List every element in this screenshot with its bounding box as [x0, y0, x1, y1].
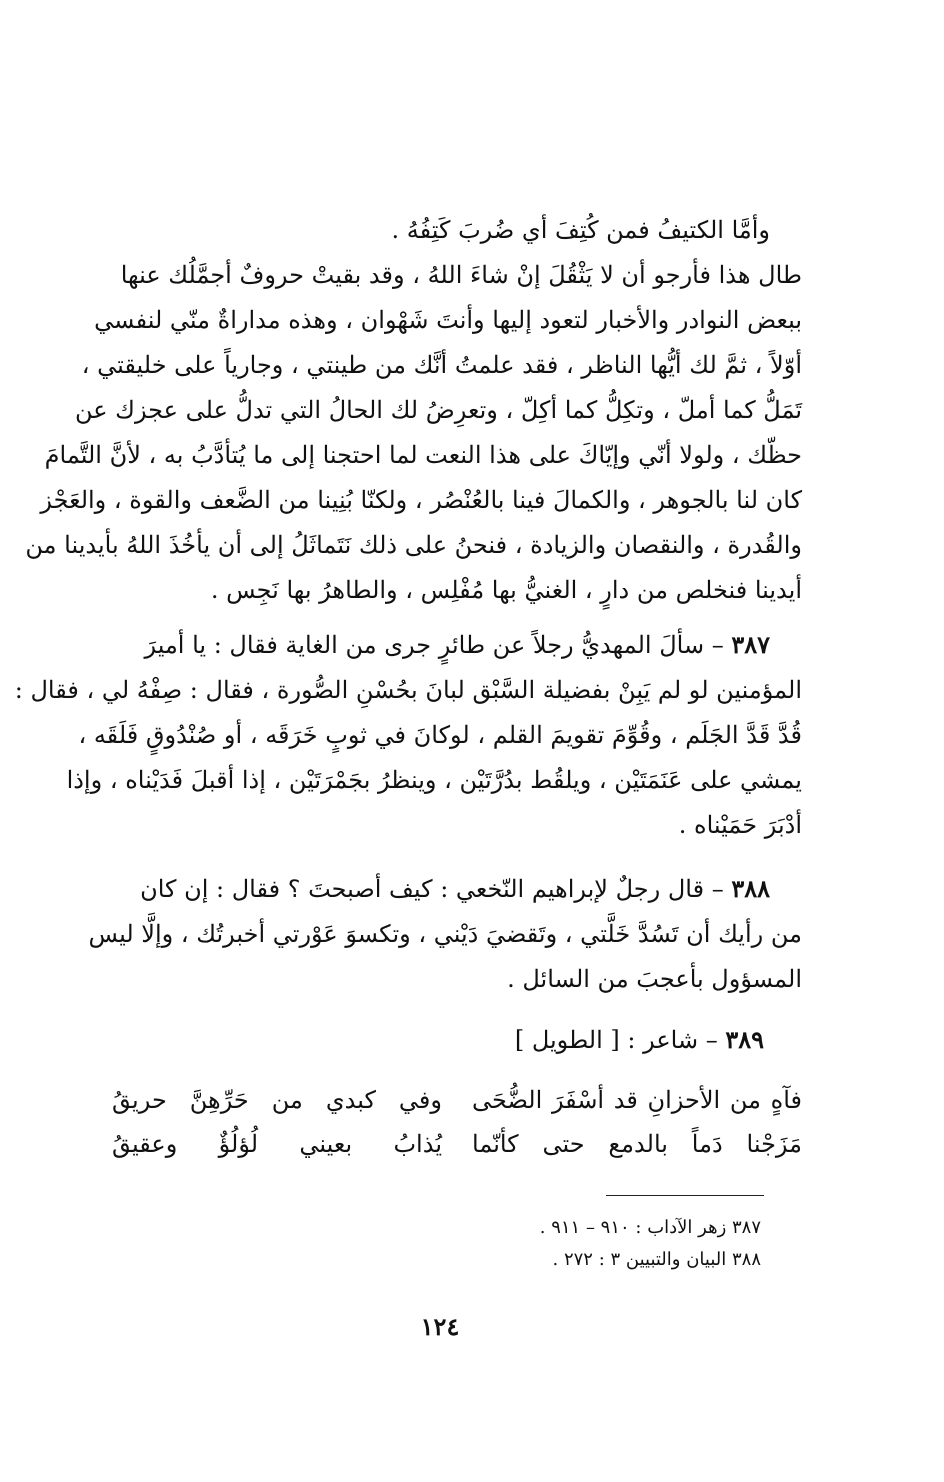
- footnote-separator: [606, 1195, 764, 1196]
- poem-verse: [112, 1122, 802, 1166]
- text-line: [112, 622, 802, 668]
- poem: [112, 1078, 802, 1166]
- footnote: ٣٨٨ البيان والتبيين ٣ : ٢٧٢ .: [552, 1249, 761, 1270]
- poem-verse: [112, 1078, 802, 1122]
- poem-first-hemistich: مَزَجْنا دَماً بالدمع حتى كأنّما: [472, 1130, 802, 1158]
- paragraph-387: [14, 622, 802, 848]
- text-line: تَمَلُّ كما أملّ ، وتكِلُّ كما أكِلّ ، وتعرِضُ لك الحالُ التي تدلُّ على عجزك عن: [74, 396, 802, 424]
- entry-text: – شاعر : [ الطويل ]: [514, 1026, 726, 1054]
- text-line: كان لنا بالجوهر ، والكمالَ فينا بالعُنْصُر ، ولكنّا بُنِينا من الضَّعف والقوة ، والعَجْز: [40, 486, 802, 514]
- text-line: والقُدرة ، والنقصان والزيادة ، فنحنُ على ذلك نَتَماثَلُ إلى أن يأخُذَ اللهُ بأيدينا من: [25, 531, 802, 559]
- text-line: قُدَّ قَدَّ الجَلَم ، وقُوِّمَ تقويمَ القلم ، لوكانَ في ثوبٍ خَرَقَه ، أو صُنْدُوقٍ فَلَقَه ،: [78, 721, 802, 749]
- poem-first-hemistich: فآهٍ من الأحزانِ قد أسْفَرَ الضُّحَى: [472, 1086, 802, 1114]
- entry-number: ٣٨٨: [731, 874, 770, 903]
- text-line: أوّلاً ، ثمَّ لك أيُّها الناظر ، فقد علمتُ أنَّك من طينتي ، وجارياً على خليقتي ،: [81, 351, 802, 379]
- poem-second-hemistich: وفي كبدي من حَرِّهِنَّ حريقُ: [112, 1086, 442, 1114]
- entry-number: ٣٨٩: [725, 1025, 764, 1054]
- footnote: ٣٨٧ زهر الآداب : ٩١٠ – ٩١١ .: [539, 1217, 761, 1238]
- poem-second-hemistich: يُذابُ بعيني لُؤلُؤٌ وعقيقُ: [112, 1130, 442, 1158]
- entry-text: – سألَ المهديُّ رجلاً عن طائرٍ جرى من الغاية فقال : يا أميرَ: [144, 631, 732, 659]
- text-line: من رأيك أن تَسُدَّ خَلَّتي ، وتَقضيَ دَيْني ، وتكسوَ عَوْرتي أخبرتُك ، وإلَّا ليس: [88, 920, 802, 948]
- paragraph-continuation: [25, 208, 802, 613]
- text-line: [112, 866, 802, 912]
- text-line: وأمَّا الكتيفُ فمن كُتِفَ أي ضُربَ كَتِفُهُ .: [391, 216, 770, 244]
- text-line: أيدينا فنخلص من دارٍ ، الغنيُّ بها مُفْلِس ، والطاهرُ بها نَجِس .: [210, 576, 802, 604]
- entry-number: ٣٨٧: [731, 630, 770, 659]
- text-line: المؤمنين لو لم يَبِنْ بفضيلة السَّبْق لبانَ بحُسْنِ الصُّورة ، فقال : صِفْهُ لي ، فقال :: [14, 676, 802, 704]
- text-line: أدْبَرَ حَمَيْناه .: [678, 811, 802, 839]
- footnotes: [540, 1212, 761, 1276]
- text-line: المسؤول بأعجبَ من السائل .: [507, 965, 802, 993]
- entry-389-heading: [515, 1020, 764, 1060]
- text-line: طال هذا فأرجو أن لا يَثْقُلَ إنْ شاءَ اللهُ ، وقد بقيتْ حروفٌ أجمَّلُك عنها: [120, 261, 802, 289]
- text-line: يمشي على عَنَمَتَيْن ، ويلقُط بدُرَّتَيْن ، وينظرُ بجَمْرَتَيْن ، إذا أقبلَ فَدَيْناه ، وإذا: [66, 766, 802, 794]
- page-number: ١٢٤: [420, 1312, 460, 1341]
- paragraph-388: [88, 866, 802, 1002]
- text-line: ببعض النوادر والأخبار لتعود إليها وأنتَ شَهْوان ، وهذه مداراةٌ منّي لنفسي: [94, 306, 802, 334]
- entry-text: – قال رجلٌ لإبراهيم النّخعي : كيف أصبحتَ ؟ فقال : إن كان: [140, 875, 732, 903]
- text-line: حظّك ، ولولا أنّي وإيّاكَ على هذا النعت لما احتجنا إلى ما يُتأدَّبُ به ، لأنَّ التَّمامَ: [44, 441, 802, 469]
